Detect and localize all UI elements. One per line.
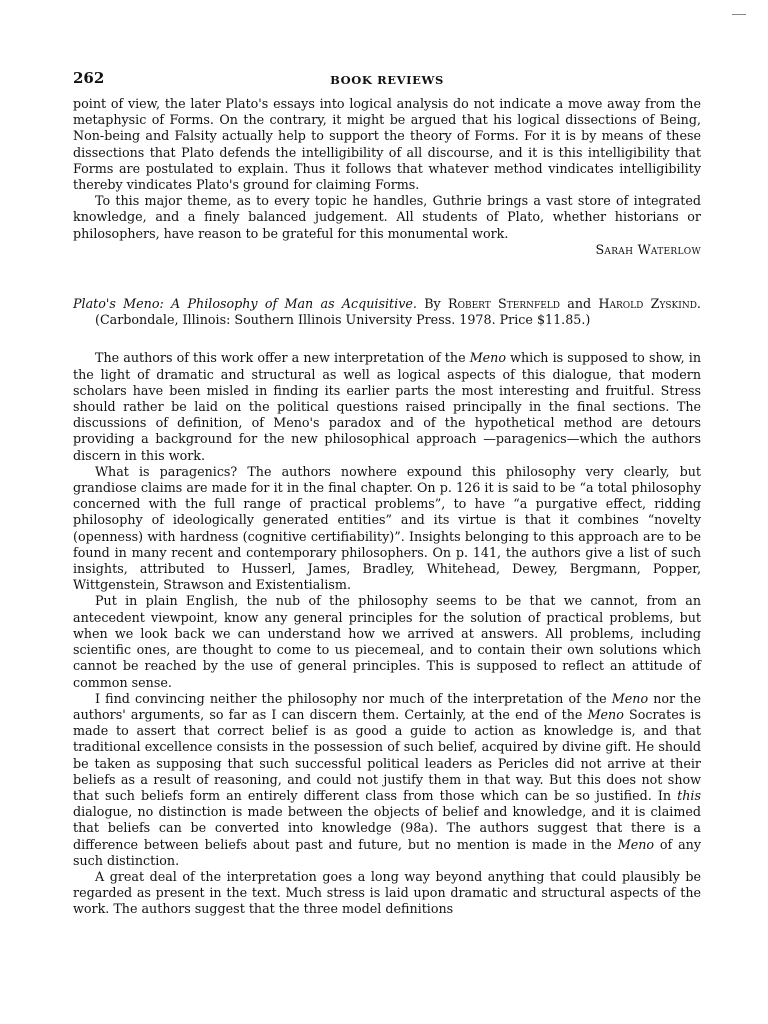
prior-review-paragraph-1: point of view, the later Plato's essays into logical analysis do not indicate a move away from the metaphysic of Forms. On the contrary, it might be argued that his logical dissections of Being, Non-being and Falsity actually help to support the theory of Forms. For it is by means of these dissections that Plato defends the intelligibility of all discourse, and it is this intelligibility that Forms are postulated to explain. Thus it follows that whatever method vindicates intelligibility thereby vindicates Plato's ground for claiming Forms. [73, 96, 701, 193]
italic-meno: Meno [617, 836, 655, 852]
author-1: Robert Sternfeld [448, 296, 560, 312]
text-run: which is supposed to show, in the light of dramatic and structural as well as logical aspects of this dialogue, that modern scholars have been misled in finding its earlier parts the most interesting and fruitful. Stress should rather be laid on the political questions raised principally in the final sections. The discussions of definition, of Meno's paradox and of the hypothetical method are detours providing a background for the new philosophical approach —paragenics—which the authors discern in this work. [73, 350, 701, 463]
review-paragraph-4 [73, 691, 701, 869]
text-run: The authors of this work offer a new interpretation of the [95, 350, 470, 366]
running-head [73, 70, 701, 92]
and-label: and [567, 296, 592, 312]
italic-meno: Meno [469, 350, 506, 366]
review-paragraph-2: What is paragenics? The authors nowhere expound this philosophy very clearly, but grandiose claims are made for it in the final chapter. On p. 126 it is said to be “a total philosophy concerned with the full range of practical problems”, to have “a purgative effect, ridding philosophy of ideologically generated entities” and its virtue is that it combines “novelty (openness) with hardness (cognitive certifiability)”. Insights belonging to this approach are to be found in many recent and contemporary philosophers. On p. 141, the authors give a list of such insights, attributed to Husserl, James, Bradley, Whitehead, Dewey, Bergmann, Popper, Wittgenstein, Strawson and Existentialism. [73, 463, 701, 593]
text-run: dialogue, no distinction is made between the objects of belief and knowledge, and it is claimed that beliefs can be converted into knowledge (98a). The authors suggest that there is a difference between beliefs about past and future, but no mention is made in the [73, 804, 701, 852]
italic-this: this [677, 787, 701, 803]
prior-review-paragraph-2: To this major theme, as to every topic he handles, Guthrie brings a vast store of integrated knowledge, and a finely balanced judgement. All students of Plato, whether historians or philosophers, have reason to be grateful for this monumental work. [73, 193, 701, 241]
italic-meno: Meno [611, 690, 649, 706]
book-title: Plato's Meno: A Philosophy of Man as Acquisitive. [73, 296, 417, 312]
text-run: Socrates is made to assert that correct belief is as good a guide to action as knowledge is, and that traditional excellence consists in the possession of such belief, acquired by divine gift. He should be taken as supposing that such successful political leaders as Pericles did not arrive at their beliefs as a result of reasoning, and could not justify them in that way. But this does not show that such beliefs form an entirely different class from those which can be so justified. In [73, 706, 701, 803]
reviewer-signature: Sarah Waterlow [595, 241, 701, 257]
review-paragraph-5: A great deal of the interpretation goes a long way beyond anything that could plausibly be regarded as present in the text. Much stress is laid upon dramatic and structural aspects of the work. The authors suggest that the three model definitions [73, 868, 701, 917]
document-page [73, 70, 701, 918]
page-number: 262 [73, 69, 105, 87]
review-paragraph-1 [73, 350, 701, 463]
text-run: nor the authors' arguments, so far as I can discern them. Certainly, at the end of the [73, 690, 701, 722]
italic-meno: Meno [587, 706, 624, 722]
page-edge-mark [732, 14, 746, 15]
text-run: of any such distinction. [73, 836, 701, 868]
author-2: Harold Zyskind. [598, 296, 701, 312]
by-label: By [424, 296, 441, 312]
review-paragraph-3: Put in plain English, the nub of the philosophy seems to be that we cannot, from an antecedent viewpoint, know any general principles for the solution of practical problems, but when we look back we can understand how we arrived at answers. All problems, including scientific ones, are thought to come to us piecemeal, and to contain their own solutions which cannot be reached by the use of general principles. This is supposed to reflect an attitude of common sense. [73, 593, 701, 690]
publication-info: (Carbondale, Illinois: Southern Illinois University Press. 1978. Price $11.85.) [95, 312, 591, 328]
text-run: I find convincing neither the philosophy nor much of the interpretation of the [95, 690, 612, 706]
review-book-heading [73, 296, 701, 328]
section-title: BOOK REVIEWS [330, 73, 444, 87]
